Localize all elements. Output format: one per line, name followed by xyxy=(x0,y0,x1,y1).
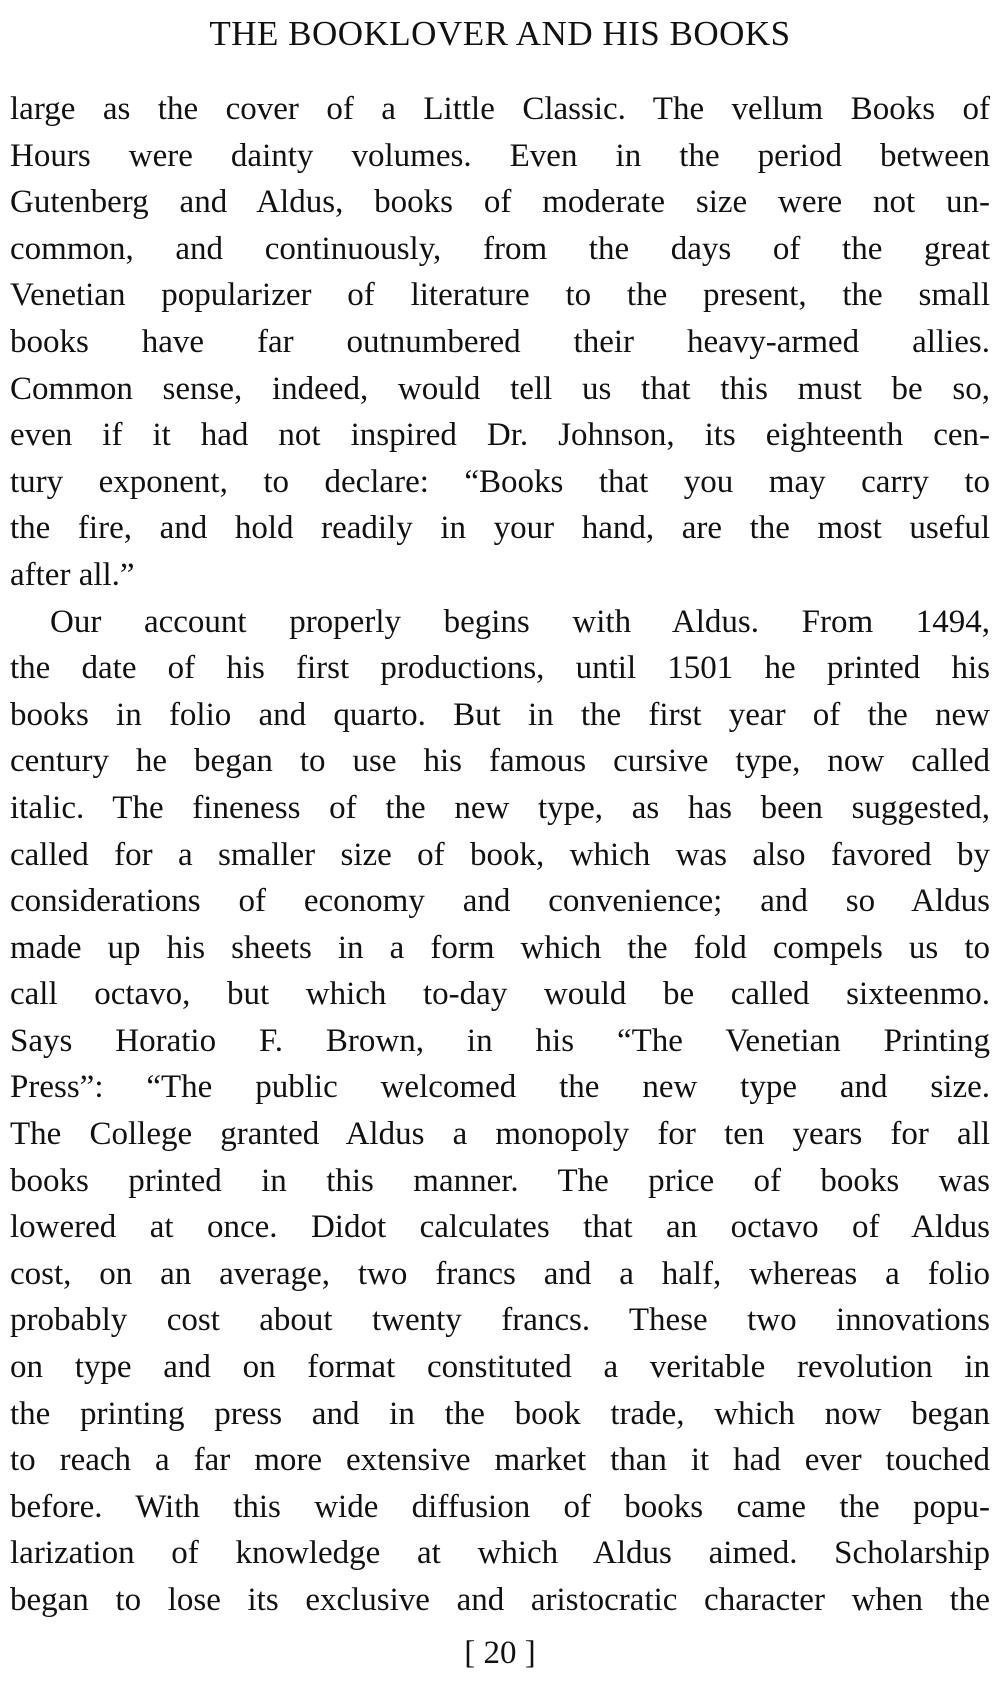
text-line: Hours were dainty volumes. Even in the period between xyxy=(10,137,990,174)
text-line: Our account properly begins with Aldus. From 1494, xyxy=(50,603,990,640)
text-line: Venetian popularizer of literature to the present, the small xyxy=(10,277,990,314)
text-line: tury exponent, to declare: “Books that you may carry to xyxy=(10,463,990,500)
text-line: probably cost about twenty francs. These two innovations xyxy=(10,1302,990,1339)
text-line: to reach a far more extensive market than it had ever touched xyxy=(10,1442,990,1479)
body-text xyxy=(10,86,990,1624)
text-line: century he began to use his famous cursive type, now called xyxy=(10,743,990,780)
text-line: Common sense, indeed, would tell us that this must be so, xyxy=(10,370,990,407)
text-line: the date of his first productions, until 1501 he printed his xyxy=(10,650,990,687)
text-line: Press”: “The public welcomed the new type and size. xyxy=(10,1069,990,1106)
text-line: the printing press and in the book trade, which now began xyxy=(10,1395,990,1432)
text-line: larization of knowledge at which Aldus aimed. Scholarship xyxy=(10,1535,990,1572)
text-line: the fire, and hold readily in your hand, are the most useful xyxy=(10,510,990,547)
text-line: after all.” xyxy=(10,556,135,593)
text-line: lowered at once. Didot calculates that an octavo of Aldus xyxy=(10,1209,990,1246)
text-line: italic. The fineness of the new type, as has been suggested, xyxy=(10,789,990,826)
text-line: Says Horatio F. Brown, in his “The Venetian Printing xyxy=(10,1022,990,1059)
text-line: cost, on an average, two francs and a half, whereas a folio xyxy=(10,1255,990,1292)
text-line: Gutenberg and Aldus, books of moderate size were not un- xyxy=(10,184,990,221)
text-line: on type and on format constituted a veritable revolution in xyxy=(10,1349,990,1386)
text-line: The College granted Aldus a monopoly for ten years for all xyxy=(10,1116,990,1153)
text-line: began to lose its exclusive and aristocratic character when the xyxy=(10,1582,990,1618)
running-head: THE BOOKLOVER AND HIS BOOKS xyxy=(209,14,791,53)
text-line: made up his sheets in a form which the fold compels us to xyxy=(10,929,990,966)
text-line: common, and continuously, from the days of the great xyxy=(10,230,990,267)
text-line: before. With this wide diffusion of books came the popu- xyxy=(10,1488,990,1525)
text-line: considerations of economy and convenience; and so Aldus xyxy=(10,883,990,920)
text-line: books printed in this manner. The price of books was xyxy=(10,1162,990,1199)
text-line: books have far outnumbered their heavy-armed allies. xyxy=(10,323,990,360)
text-line: books in folio and quarto. But in the first year of the new xyxy=(10,696,990,733)
text-line: called for a smaller size of book, which was also favored by xyxy=(10,836,990,873)
text-line: call octavo, but which to-day would be called sixteenmo. xyxy=(10,976,990,1013)
page-number: [ 20 ] xyxy=(464,1635,536,1671)
text-line: even if it had not inspired Dr. Johnson, its eighteenth cen- xyxy=(10,417,990,454)
text-line: large as the cover of a Little Classic. The vellum Books of xyxy=(10,91,990,127)
